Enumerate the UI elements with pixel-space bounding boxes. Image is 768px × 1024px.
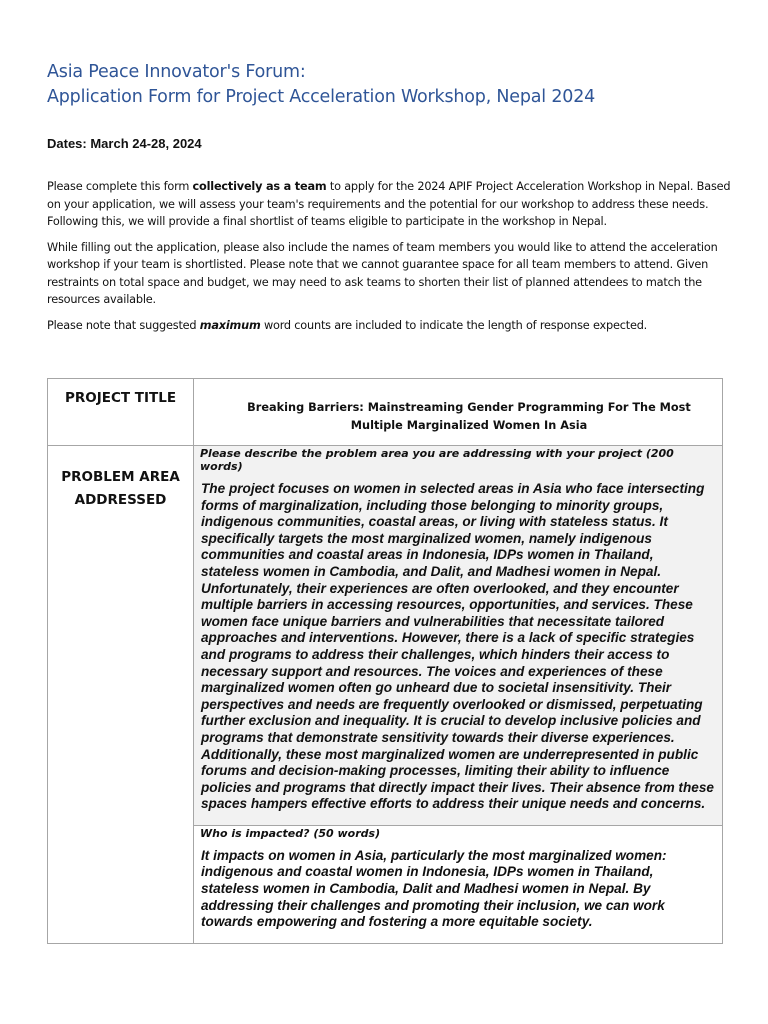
question-problem-area: Please describe the problem area you are addressing with your project (200 words) bbox=[200, 447, 674, 473]
project-title-label: PROJECT TITLE bbox=[48, 379, 194, 446]
problem-area-label: PROBLEM AREA ADDRESSED bbox=[48, 446, 194, 944]
row-problem-area bbox=[48, 446, 723, 826]
form-title bbox=[47, 60, 595, 110]
intro-paragraph-3: Please note that suggested maximum word counts are included to indicate the length of response expected. bbox=[47, 318, 648, 332]
who-impacted-cell[interactable] bbox=[194, 825, 723, 943]
title-line-1: Asia Peace Innovator's Forum: bbox=[47, 62, 306, 82]
application-form-table bbox=[47, 378, 723, 944]
answer-who-impacted[interactable]: It impacts on women in Asia, particularly the most marginalized women: indigenous and coastal women in Indonesia, IDPs women in Thailand, stateless women in Cambodia, Dalit and Madhesi women in Nepal. By addressing their challenges and promoting their inclusion, we can work towards empowering and fostering a more equitable society. bbox=[201, 847, 667, 930]
row-project-title bbox=[48, 379, 723, 446]
emphasis-team: collectively as a team bbox=[192, 180, 327, 193]
problem-area-cell[interactable] bbox=[194, 446, 723, 826]
answer-problem-area[interactable]: The project focuses on women in selected areas in Asia who face intersecting forms of marginalization, including those belonging to minority groups, indigenous communities, coastal areas, or living with stateless status. It specifically targets the most marginalized women, namely indigenous communities and coastal areas in Indonesia, IDPs women in Thailand, stateless women in Cambodia, and Dalit, and Madhesi women in Nepal. Unfortunately, their experiences are often overlooked, and they encounter multiple barriers in accessing resources, opportunities, and services. These women face unique barriers and vulnerabilities that necessitate tailored approaches and interventions. However, there is a lack of specific strategies and programs to address their challenges, which hinders their access to necessary support and resources. The voices and experiences of these marginalized women often go unheard due to societal insensitivity. Their perspectives and needs are frequently overlooked or dismissed, perpetuating further exclusion and inequality. It is crucial to develop inclusive policies and programs that demonstrate sensitivity towards their diverse experiences. Additionally, these most marginalized women are underrepresented in public forums and decision-making processes, limiting their ability to influence policies and programs that directly impact their lives. Their absence from these spaces hampers effective efforts to address their unique needs and concerns. bbox=[201, 481, 714, 812]
project-title-value[interactable]: Breaking Barriers: Mainstreaming Gender Programming For The Most Multiple Marginalized Women In Asia bbox=[194, 379, 723, 446]
intro-paragraph-1: Please complete this form collectively as a team to apply for the 2024 APIF Project Acceleration Workshop in Nepal. Based on your application, we will assess your team's requirements and the potential for our workshop to address these needs. Following this, we will provide a final shortlist of teams eligible to participate in the workshop in Nepal. bbox=[47, 180, 731, 228]
workshop-dates: Dates: March 24-28, 2024 bbox=[47, 136, 202, 151]
intro-text bbox=[47, 178, 737, 342]
question-who-impacted: Who is impacted? (50 words) bbox=[200, 826, 381, 840]
title-line-2: Application Form for Project Acceleration Workshop, Nepal 2024 bbox=[47, 87, 596, 107]
intro-paragraph-2: While filling out the application, please also include the names of team members you would like to attend the acceleration workshop if your team is shortlisted. Please note that we cannot guarantee space for all team members to attend. Given restraints on total space and budget, we may need to ask teams to shorten their list of planned attendees to match the resources available. bbox=[47, 240, 718, 306]
emphasis-maximum: maximum bbox=[199, 318, 261, 332]
